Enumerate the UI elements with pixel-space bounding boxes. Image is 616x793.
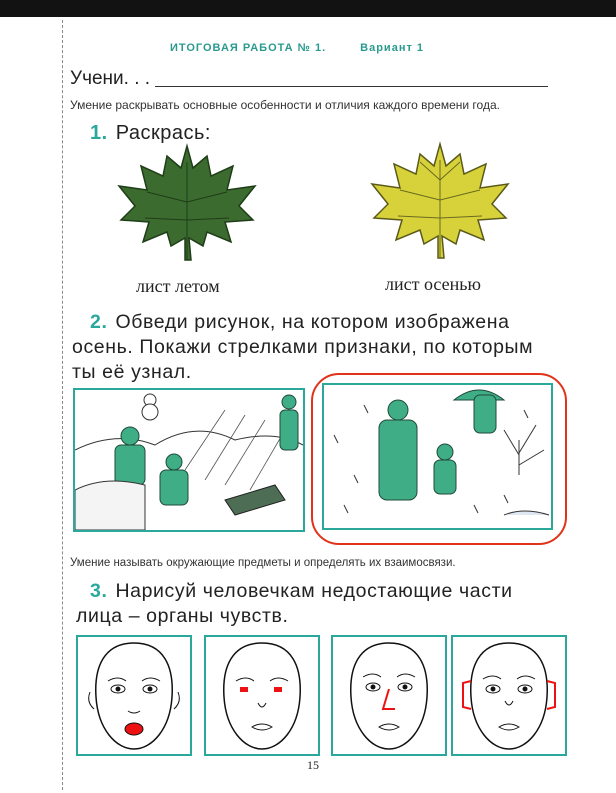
summer-leaf-caption: лист летом (136, 276, 220, 296)
task2-line-2: осень. Покажи стрелками признаки, по которым (72, 336, 534, 358)
autumn-leaf[interactable] (368, 140, 513, 260)
face-card-3[interactable] (331, 635, 447, 756)
task1-number: 1. (90, 122, 108, 144)
task1-text: Раскрась: (115, 122, 211, 144)
autumn-leaf-caption: лист осенью (385, 274, 481, 294)
page-header (170, 42, 424, 54)
winter-picture[interactable] (73, 388, 305, 532)
header-title: ИТОГОВАЯ РАБОТА № 1. (170, 42, 327, 54)
task2-line-3: ты её узнал. (72, 361, 192, 383)
winter-scene-illustration (75, 390, 303, 530)
answer-circle-mark (311, 373, 567, 545)
face-card-4[interactable] (451, 635, 567, 756)
task3-number: 3. (90, 580, 108, 602)
header-variant: Вариант 1 (360, 42, 425, 54)
summer-leaf[interactable] (115, 142, 260, 262)
student-name-line[interactable] (155, 86, 548, 87)
task3-line-1: Нарисуй человечкам недостающие части (115, 580, 513, 602)
task2-line-1: Обведи рисунок, на котором изображена (115, 311, 510, 333)
face-card-1[interactable] (76, 635, 192, 756)
face-card-2[interactable] (204, 635, 320, 756)
task2-number: 2. (90, 311, 108, 333)
student-label: Учени. . . (70, 68, 151, 89)
task3-title (76, 579, 513, 629)
page-number: 15 (307, 758, 319, 772)
face-1-drawing (78, 637, 190, 754)
face-4-drawing (453, 637, 565, 754)
task3-skill-note: Умение называть окружающие предметы и определять их взаимосвязи. (70, 557, 456, 569)
face-2-drawing (206, 637, 318, 754)
task1-skill-note: Умение раскрывать основные особенности и отличия каждого времени года. (70, 98, 500, 112)
face-3-drawing (333, 637, 445, 754)
task3-line-2: лица – органы чувств. (76, 605, 289, 627)
